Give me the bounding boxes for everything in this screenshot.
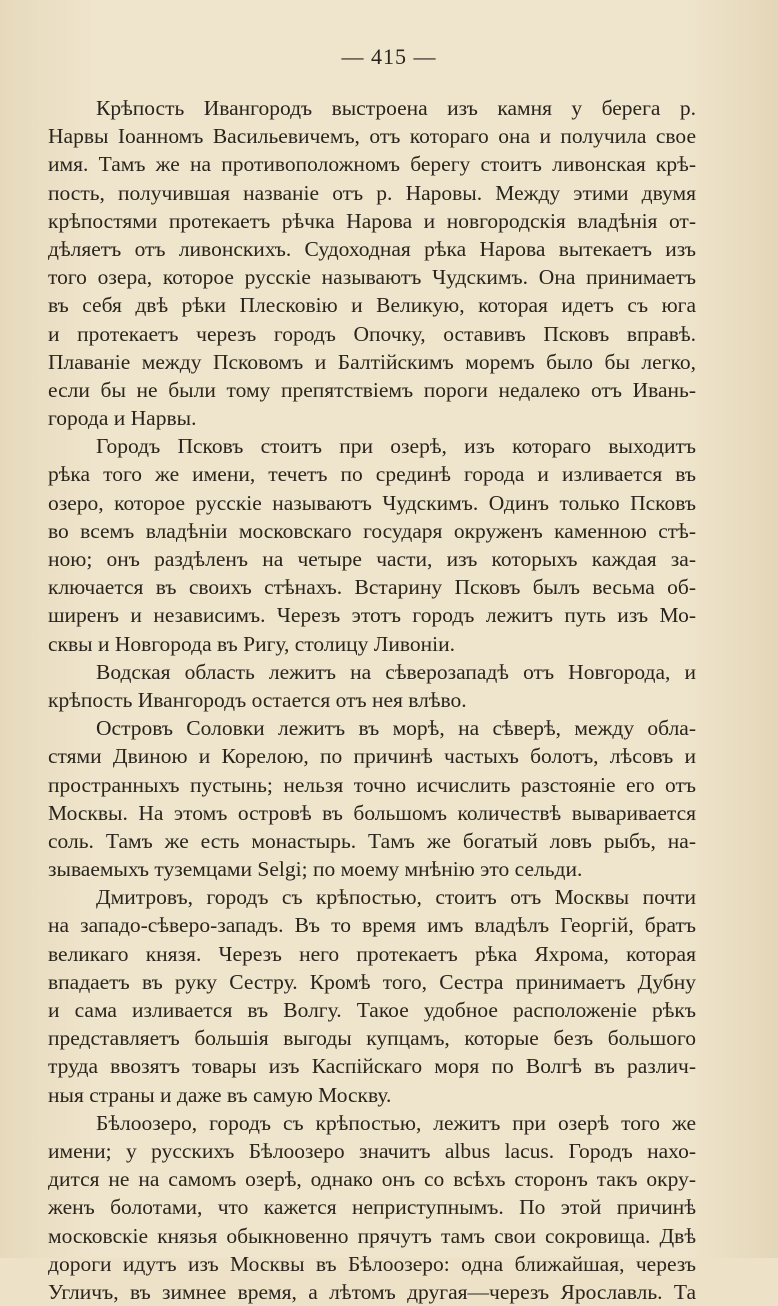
text-line: Нарвы Іоанномъ Васильевичемъ, отъ котораго она и получила свое — [48, 124, 696, 149]
text-line: ныя страны и даже въ самую Москву. — [48, 1082, 392, 1107]
text-line: Плаваніе между Псковомъ и Балтійскимъ моремъ было бы легко, — [48, 349, 696, 374]
text-line: стями Двиною и Корелою, по причинѣ частыхъ болотъ, лѣсовъ и — [48, 744, 696, 769]
text-body — [48, 94, 696, 1306]
text-line: ключается въ своихъ стѣнахъ. Встарину Псковъ былъ весьма об- — [48, 575, 696, 600]
text-line: впадаетъ въ руку Сестру. Кромѣ того, Сестра принимаетъ Дубну — [48, 969, 696, 994]
text-line: и протекаетъ черезъ городъ Опочку, оставивъ Псковъ вправѣ. — [48, 321, 696, 346]
text-line: Бѣлоозеро, городъ съ крѣпостью, лежитъ при озерѣ того же — [96, 1110, 696, 1135]
text-line: во всемъ владѣніи московскаго государя окруженъ каменною стѣ- — [48, 518, 696, 543]
text-line: пость, получившая названіе отъ р. Наровы. Между этими двумя — [48, 180, 696, 205]
text-line: представляетъ большія выгоды купцамъ, которые безъ большого — [48, 1026, 696, 1051]
text-line: Городъ Псковъ стоитъ при озерѣ, изъ котораго выходитъ — [96, 434, 696, 459]
text-line: на западо-сѣверо-западъ. Въ то время имъ владѣлъ Георгій, братъ — [48, 913, 696, 938]
text-line: имени; у русскихъ Бѣлоозеро значитъ albus lacus. Городъ нахо- — [48, 1138, 696, 1163]
page-number: — 415 — — [341, 44, 437, 69]
text-line: Островъ Соловки лежитъ въ морѣ, на сѣверѣ, между обла- — [96, 716, 696, 741]
text-line: въ себя двѣ рѣки Плесковію и Великую, которая идетъ съ юга — [48, 293, 696, 318]
text-line: Москвы. На этомъ островѣ въ большомъ количествѣ вываривается — [48, 800, 696, 825]
text-line: ширенъ и независимъ. Черезъ этотъ городъ лежитъ путь изъ Мо- — [48, 603, 696, 628]
text-line: сквы и Новгорода въ Ригу, столицу Ливоніи. — [48, 631, 455, 656]
text-line: города и Нарвы. — [48, 406, 197, 431]
text-line: Дмитровъ, городъ съ крѣпостью, стоитъ отъ Москвы почти — [96, 885, 696, 910]
text-line: Угличъ, въ зимнее время, а лѣтомъ другая—черезъ Ярославль. Та — [48, 1279, 696, 1304]
text-line: того озера, которое русскіе называютъ Чудскимъ. Она принимаетъ — [48, 265, 696, 290]
text-line: соль. Тамъ же есть монастырь. Тамъ же богатый ловъ рыбъ, на- — [48, 828, 696, 853]
text-line: Крѣпость Ивангородъ выстроена изъ камня у берега р. — [96, 96, 696, 120]
text-line: зываемыхъ туземцами Selgi; по моему мнѣнію это сельди. — [48, 857, 583, 882]
text-line: великаго князя. Черезъ него протекаетъ рѣка Яхрома, которая — [48, 941, 696, 966]
text-line: имя. Тамъ же на противоположномъ берегу стоитъ ливонская крѣ- — [48, 152, 696, 177]
text-line: труда ввозятъ товары изъ Каспійскаго моря по Волгѣ въ различ- — [48, 1054, 696, 1079]
text-line: и сама изливается въ Волгу. Такое удобное расположеніе рѣкъ — [48, 998, 696, 1022]
text-line: крѣпостями протекаетъ рѣчка Нарова и новгородскія владѣнія от- — [48, 208, 696, 233]
text-line: дороги идутъ изъ Москвы въ Бѣлоозеро: одна ближайшая, черезъ — [48, 1251, 696, 1276]
text-line: крѣпость Ивангородъ остается отъ нея влѣво. — [48, 687, 467, 712]
text-line: рѣка того же имени, течетъ по срединѣ города и изливается въ — [48, 462, 696, 487]
text-line: если бы не были тому препятствіемъ пороги недалеко отъ Ивань- — [48, 377, 696, 402]
text-line: женъ болотами, что кажется неприступнымъ. По этой причинѣ — [48, 1195, 696, 1220]
text-line: дится не на самомъ озерѣ, однако онъ со всѣхъ сторонъ такъ окру- — [48, 1167, 696, 1192]
text-line: ною; онъ раздѣленъ на четыре части, изъ которыхъ каждая за- — [48, 547, 696, 571]
text-line: Водская область лежитъ на сѣверозападѣ отъ Новгорода, и — [96, 659, 696, 684]
text-line: пространныхъ пустынь; нельзя точно исчислить разстояніе его отъ — [48, 772, 696, 797]
text-line: московскіе князья обыкновенно прячутъ тамъ свои сокровища. Двѣ — [48, 1223, 696, 1248]
text-line: озеро, которое русскіе называютъ Чудскимъ. Одинъ только Псковъ — [48, 490, 696, 515]
text-line: дѣляетъ отъ ливонскихъ. Судоходная рѣка Нарова вытекаетъ изъ — [48, 236, 696, 261]
